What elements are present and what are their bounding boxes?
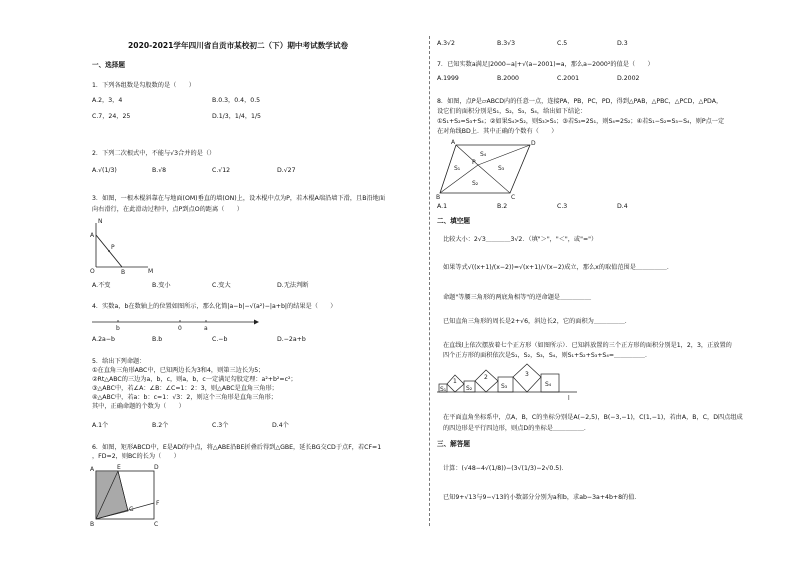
q1-option-c: C.7，24，25 [92, 113, 131, 120]
q3-label-m: M [148, 268, 154, 275]
column-divider [429, 36, 430, 526]
q2-stem: 2．下列二次根式中，不能与√3合并的是（） [92, 150, 216, 157]
q4-stem: 4．实数a，b在数轴上的位置如图所示，那么化简|a−b|−√(a²)−|a+b|的结果是（ ） [92, 303, 337, 310]
fill-5-label-s2: S₂ [466, 385, 473, 392]
q3-option-c: C.变大 [212, 282, 231, 289]
q4-label-b: b [116, 325, 120, 332]
q8-label-s3: S₃ [498, 165, 505, 172]
q7-option-b: B.2000 [497, 75, 519, 82]
q4-option-d: D.−2a+b [277, 336, 306, 343]
fill-4: 已知直角三角形的周长是2+√6，斜边长2，它的面积为＿＿＿＿＿． [443, 318, 631, 325]
q8-option-c: C.3 [557, 203, 568, 210]
q2-option-c: C.√12 [212, 167, 231, 174]
page-title: 2020-2021学年四川省自贡市某校初二（下）期中考试数学试卷 [128, 41, 349, 50]
q2-option-a: A.√(1/3) [92, 167, 117, 174]
q3-label-p: P [111, 244, 115, 251]
q6-label-a: A [90, 466, 95, 473]
q3-line1: 3．如图，一根木棍斜靠在与地面(OM)垂直的墙(ON)上，设木棍中点为P，若木棍A端沿墙下滑，且B沿地面 [92, 195, 386, 202]
q6-option-d: D.3 [617, 40, 628, 47]
q6-label-e: E [117, 464, 121, 471]
fill-5-label-s3: S₃ [501, 383, 508, 390]
q8-line2: 设它们的面积分别是S₁，S₂，S₃，S₄，给出如下结论： [437, 108, 587, 115]
q3-line2: 向右滑行，在此滑动过程中，点P到点O的距离（ ） [92, 206, 243, 213]
q5-statement-1: ①在直角三角形ABC中，已知两边长为3和4，则第三边长为5； [92, 367, 265, 374]
q4-option-c: C.−b [212, 336, 228, 343]
q3-label-b: B [121, 269, 126, 276]
q6-label-c: C [154, 521, 159, 528]
section-choice-heading: 一、选择题 [92, 61, 125, 69]
q5-option-a: A.1个 [92, 422, 109, 429]
q6-option-b: B.3√3 [497, 40, 516, 47]
q8-label-b: B [436, 194, 441, 201]
fill-5-label-1: 1 [453, 378, 457, 385]
q5-statement-2: ②Rt△ABC的三边为a，b，c，则a，b，c一定满足勾股定理：a²+b²=c²； [92, 376, 297, 383]
answer-1: 计算：(√48−4√(1/8))−(3√(1/3)−2√0.5)． [443, 465, 568, 472]
q8-option-d: D.4 [617, 203, 628, 210]
q8-label-d: D [531, 140, 536, 147]
q4-option-b: B.b [152, 336, 163, 343]
q3-label-a: A [90, 232, 95, 239]
q4-label-a: a [204, 325, 208, 332]
q1-option-b: B.0.3，0.4，0.5 [212, 97, 261, 104]
q8-option-a: A.1 [437, 203, 448, 210]
q7-option-d: D.2002 [617, 75, 640, 82]
q5-question: 其中，正确命题的个数为（ ） [92, 403, 185, 410]
q6-label-d: D [154, 464, 159, 471]
q2-option-b: B.√8 [152, 167, 167, 174]
q8-parallelogram-figure [434, 137, 544, 199]
fill-2: 如果等式√((x+1)/(x−2))=√(x+1)/√(x−2)成立，那么x的取值范围是＿＿＿＿＿． [443, 264, 674, 271]
q1-option-d: D.1/3，1/4，1/5 [212, 113, 261, 120]
fill-5-label-s4: S₄ [545, 381, 552, 388]
fill-5-squares-figure [437, 362, 587, 404]
q8-label-s4: S₄ [480, 151, 487, 158]
q8-line3: ①S₁+S₂=S₃+S₄；②如果S₄>S₂，则S₃>S₁；③若S₃=2S₁，则S₄=2S₂；④若S₁−S₂=S₃−S₄，则P点一定 [437, 118, 725, 125]
fill-1: 比较大小：2√3＿＿＿＿3√2．（填"＞"，"＜"，或"="） [443, 236, 598, 243]
q5-option-c: C.3个 [212, 422, 229, 429]
fill-6-line1: 在平面直角坐标系中，点A，B，C的坐标分别是A(−2,5)，B(−3,−1)，C(1,−1)，若由A，B，C，D四点组成 [443, 414, 743, 421]
q8-label-s2: S₂ [472, 180, 479, 187]
fill-5-label-l: l [568, 395, 570, 402]
fill-5-label-s1: S₁ [440, 386, 447, 393]
fill-5-label-2: 2 [484, 374, 488, 381]
q1-stem: 1．下列各组数是勾股数的是（ ） [92, 82, 195, 89]
fill-5-label-3: 3 [525, 371, 529, 378]
q5-stem: 5．给出下列命题： [92, 358, 146, 365]
q6-option-a: A.3√2 [437, 40, 455, 47]
q3-label-o: O [90, 268, 95, 275]
q2-option-d: D.√27 [277, 167, 296, 174]
q3-option-b: B.变小 [152, 282, 171, 289]
q5-option-b: B.2个 [152, 422, 169, 429]
q3-option-d: D.无法判断 [277, 282, 309, 289]
fill-6-line2: 的四边形是平行四边形，则点D的坐标是＿＿＿＿＿． [443, 425, 591, 432]
q4-option-a: A.2a−b [92, 336, 115, 343]
section-fill-heading: 二、填空题 [437, 217, 470, 225]
fill-5-line1: 在直线l上依次摆放着七个正方形（如图所示）．已知斜放置的三个正方形的面积分别是1，2，3，正放置的 [443, 342, 732, 349]
section-answer-heading: 三、解答题 [437, 440, 470, 448]
q5-statement-3: ③△ABC中，若∠A：∠B：∠C=1：2：3，则△ABC是直角三角形； [92, 385, 278, 392]
q4-number-line [92, 316, 262, 334]
q6-label-f: F [156, 500, 160, 507]
q3-option-a: A.不变 [92, 282, 111, 289]
q3-label-n: N [98, 218, 103, 225]
q7-option-a: A.1999 [437, 75, 459, 82]
q6-rectangle-figure [88, 463, 168, 529]
q8-line4: 在对角线BD上．其中正确的个数有（ ） [437, 128, 558, 135]
q3-ladder-figure [86, 215, 166, 275]
q8-label-s1: S₁ [454, 165, 461, 172]
q8-label-c: C [511, 194, 516, 201]
q6-line1: 6．如图，矩形ABCD中，E是AD的中点，将△ABE沿BE折叠后得到△GBE，延长BG交CD于点F，若CF=1 [92, 444, 382, 451]
q8-label-a: A [451, 139, 456, 146]
q7-option-c: C.2001 [557, 75, 580, 82]
q4-label-zero: 0 [178, 325, 182, 332]
fill-3: 命题"等腰三角形的两底角相等"的逆命题是＿＿＿＿＿ [443, 294, 592, 301]
q6-option-c: C.5 [557, 40, 568, 47]
q5-statement-4: ④△ABC中，若a：b：c=1：√3：2，则这个三角形是直角三角形； [92, 394, 277, 401]
q8-option-b: B.2 [497, 203, 508, 210]
q7-stem: 7．已知实数a满足|2000−a|+√(a−2001)=a，那么a−2000²的值是（ ） [437, 61, 654, 68]
q8-line1: 8．如图，点P是▱ABCD内的任意一点，连接PA，PB，PC，PD，得到△PAB，△PBC，△PCD，△PDA， [437, 98, 723, 105]
q8-label-p: P [472, 159, 476, 166]
q6-label-b: B [90, 521, 95, 528]
q6-label-g: G [129, 506, 134, 513]
q1-option-a: A.2，3，4 [92, 97, 123, 104]
fill-5-line2: 四个正方形的面积依次是S₁，S₂，S₃，S₄，则S₁+S₂+S₃+S₄=＿＿＿＿＿． [443, 352, 652, 359]
q6-line2: ，FD=2，则BC的长为（ ） [92, 453, 180, 460]
answer-2: 已知9+√13与9−√13的小数部分分别为a和b，求ab−3a+4b+8的值． [443, 494, 641, 501]
q5-option-d: D.4个 [272, 422, 289, 429]
